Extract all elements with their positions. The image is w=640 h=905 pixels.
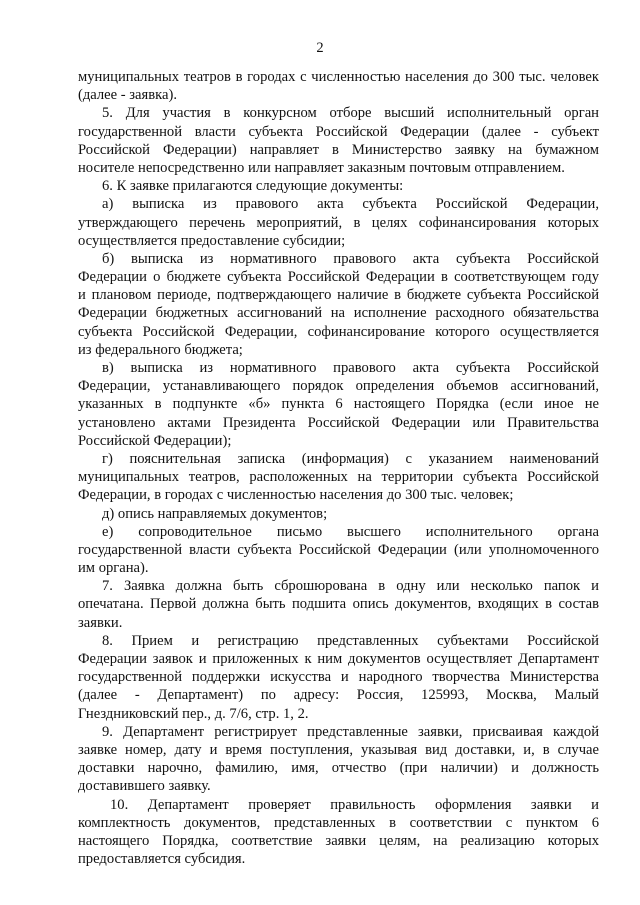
text-line: (далее - заявка). bbox=[78, 87, 177, 104]
text-line: 6. К заявке прилагаются следующие документы: bbox=[102, 178, 404, 195]
text-line: д) опись направляемых документов; bbox=[102, 505, 328, 522]
text-line: Российской Федерации); bbox=[78, 432, 232, 449]
text-line: 10. Департамент проверяет правильность оформления заявки и bbox=[110, 796, 599, 813]
text-line: (далее - Департамент) по адресу: Россия, 125993, Москва, Малый bbox=[78, 687, 599, 704]
text-line: комплектность документов, представленных в соответствии с пунктом 6 bbox=[78, 814, 599, 831]
text-line: осуществляется предоставление субсидии; bbox=[78, 232, 346, 249]
text-line: предоставляется субсидия. bbox=[78, 851, 246, 868]
text-line: утверждающего перечень мероприятий, в целях софинансирования которых bbox=[78, 214, 599, 231]
text-line: Российской Федерации) направляет в Министерство заявку на бумажном bbox=[78, 141, 599, 158]
text-line: 7. Заявка должна быть сброшюрована в одну или несколько папок и bbox=[102, 578, 599, 595]
text-line: муниципальных театров, расположенных на территории субъекта Российской bbox=[78, 469, 599, 486]
text-line: доставки нарочно, фамилию, имя, отчество (при наличии) и должность bbox=[78, 760, 599, 777]
text-line: г) пояснительная записка (информация) с указанием наименований bbox=[102, 450, 599, 467]
text-line: государственной поддержки искусства и народного творчества Министерства bbox=[78, 669, 599, 686]
text-line: Федерации, в городах с численностью населения до 300 тыс. человек; bbox=[78, 487, 514, 504]
text-line: субъекта Российской Федерации, софинансирование которого осуществляется bbox=[78, 323, 599, 340]
text-line: указанных в подпункте «б» пункта 6 настоящего Порядка (если иное не bbox=[78, 396, 599, 413]
text-line: Федерации о бюджете субъекта Российской Федерации в соответствующем году bbox=[78, 269, 599, 286]
text-line: 8. Прием и регистрацию представленных субъектами Российской bbox=[102, 632, 599, 649]
text-line: Федерации бюджетных ассигнований на исполнение расходного обязательства bbox=[78, 305, 599, 322]
document-body bbox=[78, 68, 599, 868]
text-line: им органа). bbox=[78, 560, 149, 577]
text-line: государственной власти субъекта Российской Федерации (далее - субъект bbox=[78, 123, 599, 140]
page-number: 2 bbox=[316, 40, 324, 56]
text-line: опечатана. Первой должна быть подшита опись документов, входящих в состав bbox=[78, 596, 599, 613]
text-line: Федерации, устанавливающего порядок определения объемов ассигнований, bbox=[78, 378, 599, 395]
text-line: заявки. bbox=[78, 614, 123, 631]
text-line: заявке номер, дату и время поступления, указывая вид доставки, и, в случае bbox=[78, 741, 599, 758]
text-line: Гнездниковский пер., д. 7/6, стр. 1, 2. bbox=[78, 705, 309, 722]
text-line: 9. Департамент регистрирует представленные заявки, присваивая каждой bbox=[102, 723, 599, 740]
text-line: носителе непосредственно или направляет заказным почтовым отправлением. bbox=[78, 159, 565, 176]
text-line: и плановом периоде, подтверждающего наличие в бюджете субъекта Российской bbox=[78, 287, 599, 304]
text-line: из федерального бюджета; bbox=[78, 341, 243, 358]
text-line: муниципальных театров в городах с численностью населения до 300 тыс. человек bbox=[78, 69, 599, 85]
text-line: Федерации заявок и приложенных к ним документов осуществляет Департамент bbox=[78, 651, 599, 667]
text-line: б) выписка из нормативного правового акта субъекта Российской bbox=[102, 250, 599, 267]
text-line: государственной власти субъекта Российской Федерации (или уполномоченного bbox=[78, 541, 599, 558]
text-line: а) выписка из правового акта субъекта Российской Федерации, bbox=[102, 196, 599, 213]
text-line: установлено актами Президента Российской Федерации или Правительства bbox=[78, 414, 599, 431]
text-line: 5. Для участия в конкурсном отборе высший исполнительный орган bbox=[102, 105, 599, 122]
text-line: настоящего Порядка, соответствие заявки целям, на реализацию которых bbox=[78, 832, 599, 849]
text-line: в) выписка из нормативного правового акта субъекта Российской bbox=[102, 360, 599, 376]
text-line: доставившего заявку. bbox=[78, 778, 211, 795]
text-line: е) сопроводительное письмо высшего исполнительного органа bbox=[102, 523, 599, 540]
